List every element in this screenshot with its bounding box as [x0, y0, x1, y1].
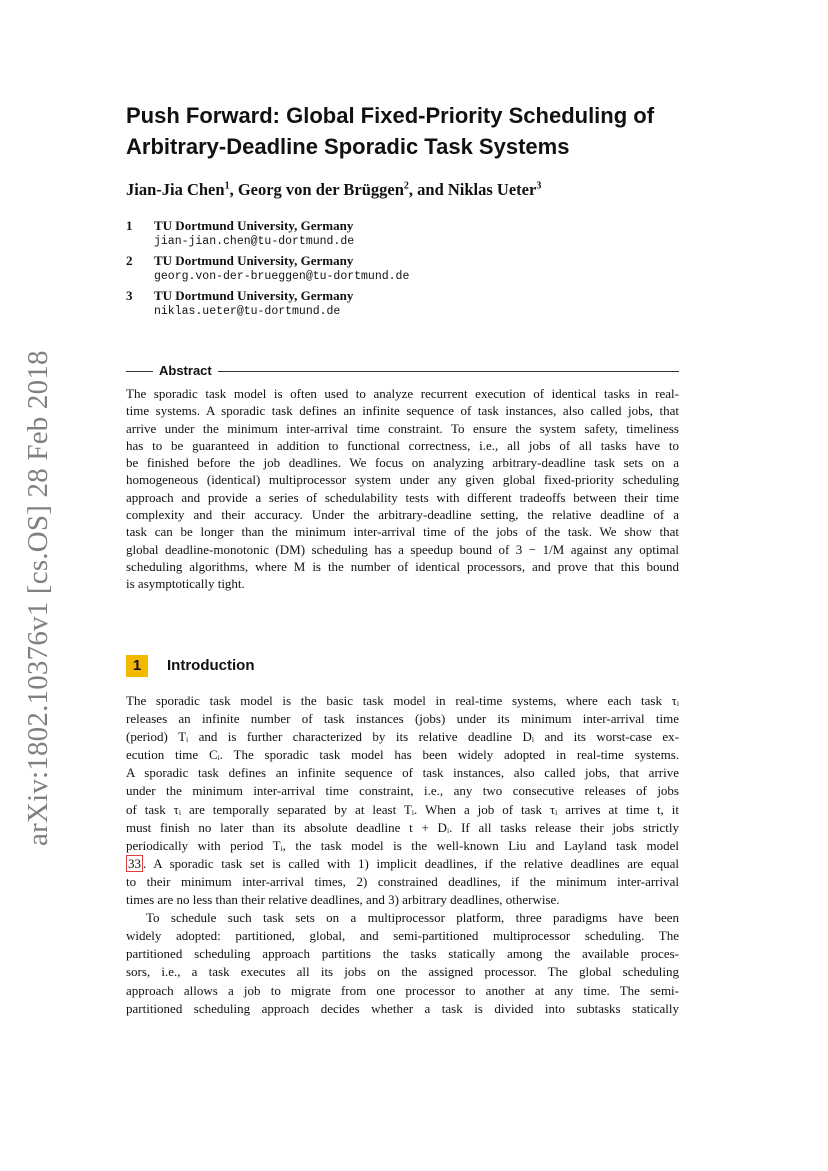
- abstract-header: [126, 362, 679, 380]
- paragraph: [126, 909, 679, 1018]
- affiliation-number: 1: [126, 218, 133, 233]
- text-line-with-citation: [126, 855, 679, 873]
- author-affiliation-mark: 2: [403, 180, 409, 192]
- text-line: sors, i.e., a task executes all its jobs on the assigned processor. The global scheduling: [126, 964, 679, 980]
- author-affiliation-mark: 3: [536, 180, 542, 192]
- text-line: to their minimum inter-arrival times, 2) constrained deadlines, if the minimum inter-arrival: [126, 873, 679, 889]
- text-line: task can be longer than the minimum inter-arrival time of the jobs of the task. We show that: [126, 524, 679, 540]
- affiliation-number: 3: [126, 288, 133, 303]
- text-line: approach allows a job to migrate from one processor to another at any time. The semi-: [126, 982, 679, 998]
- section-title: Introduction: [167, 657, 255, 674]
- text-line: is asymptotically tight.: [126, 576, 245, 592]
- text-line: To schedule such task sets on a multiprocessor platform, three paradigms have been: [146, 910, 679, 926]
- text-line: partitioned scheduling approach partitions the tasks statically among the available proces-: [126, 946, 679, 962]
- text-line: time systems. A sporadic task defines an infinite sequence of task instances, also called jobs, that: [126, 403, 679, 419]
- affiliation-name: TU Dortmund University, Germany: [154, 253, 354, 268]
- text-line: be finished before the job deadlines. We focus on analyzing arbitrary-deadline task sets on a: [126, 455, 679, 471]
- text-line: ecution time Cᵢ. The sporadic task model has been widely adopted in real-time systems.: [126, 747, 679, 763]
- author-separator: ,: [229, 180, 238, 199]
- title-line-2: Arbitrary-Deadline Sporadic Task Systems: [126, 134, 570, 159]
- arxiv-stamp: arXiv:1802.10376v1 [cs.OS] 28 Feb 2018: [22, 350, 54, 846]
- section-number-badge: 1: [126, 655, 148, 677]
- title-line-1: Push Forward: Global Fixed-Priority Scheduling of: [126, 103, 655, 128]
- text-line: The sporadic task model is often used to analyze recurrent execution of identical tasks in real-: [126, 386, 679, 401]
- author-name: Georg von der Brüggen: [237, 180, 404, 199]
- text-line: must finish no later than its absolute deadline t + Dᵢ. If all tasks release their jobs strictly: [126, 819, 679, 835]
- introduction-text: [126, 692, 679, 1018]
- text-line: complexity and their accuracy. Under the arbitrary-deadline setting, the relative deadline of a: [126, 507, 679, 523]
- text-line: has to be guaranteed in addition to functional correctness, i.e., all jobs of all tasks have to: [126, 437, 679, 453]
- text-line: global deadline-monotonic (DM) scheduling has a speedup bound of 3 − 1/M against any optimal: [126, 541, 679, 557]
- text-line: periodically with period Tᵢ, the task model is the well-known Liu and Layland task model: [126, 837, 679, 853]
- affiliation-name: TU Dortmund University, Germany: [154, 218, 354, 233]
- author-list: [126, 180, 541, 200]
- text-line: approach and provide a series of schedulability tests with different tradeoffs between their time: [126, 489, 679, 505]
- affiliation-name: TU Dortmund University, Germany: [154, 288, 354, 303]
- affiliation-email-link[interactable]: georg.von-der-brueggen@tu-dortmund.de: [154, 270, 410, 283]
- text-line: widely adopted: partitioned, global, and semi-partitioned multiprocessor scheduling. The: [126, 928, 679, 944]
- paper-title: [126, 100, 706, 162]
- text-line: partitioned scheduling approach decides whether a task is divided into subtasks statically: [126, 1000, 679, 1016]
- paragraph: [126, 692, 679, 909]
- text-line: scheduling algorithms, where M is the number of identical processors, and prove that this bound: [126, 558, 679, 574]
- author-separator: , and: [408, 180, 448, 199]
- text-line: arrive under the minimum inter-arrival time constraint. To ensure the system safety, timeliness: [126, 420, 679, 436]
- divider: [126, 371, 153, 372]
- text-line: A sporadic task defines an infinite sequence of task instances, also called jobs, that arrive: [126, 765, 679, 781]
- text-line: (period) Tᵢ and is further characterized by its relative deadline Dᵢ and its worst-case ex-: [126, 729, 679, 745]
- abstract-heading: Abstract: [159, 363, 212, 378]
- affiliation-email-link[interactable]: jian-jian.chen@tu-dortmund.de: [154, 235, 355, 248]
- author-name: Jian-Jia Chen: [126, 180, 225, 199]
- text-line: under the minimum inter-arrival time constraint, i.e., any two consecutive releases of jobs: [126, 783, 679, 799]
- text-line: of task τᵢ are temporally separated by at least Tᵢ. When a job of task τᵢ arrives at time t, it: [126, 801, 679, 817]
- text-line: releases an infinite number of task instances (jobs) under its minimum inter-arrival time: [126, 711, 679, 727]
- affiliation-email-link[interactable]: niklas.ueter@tu-dortmund.de: [154, 305, 341, 318]
- text-line: The sporadic task model is the basic task model in real-time systems, where each task τᵢ: [126, 693, 679, 708]
- author-affiliation-mark: 1: [224, 180, 230, 192]
- divider: [218, 371, 679, 372]
- author-name: Niklas Ueter: [447, 180, 537, 199]
- citation-link[interactable]: 33: [128, 855, 141, 871]
- affiliation-number: 2: [126, 253, 133, 268]
- citation-following-text: . A sporadic task set is called with 1) implicit deadlines, if the relative deadlines are equal: [143, 855, 679, 871]
- text-line: times are no less than their relative deadlines, and 3) arbitrary deadlines, otherwise.: [126, 892, 560, 908]
- text-line: homogeneous (identical) multiprocessor system under any given global fixed-priority scheduling: [126, 472, 679, 488]
- abstract-text: [126, 385, 679, 593]
